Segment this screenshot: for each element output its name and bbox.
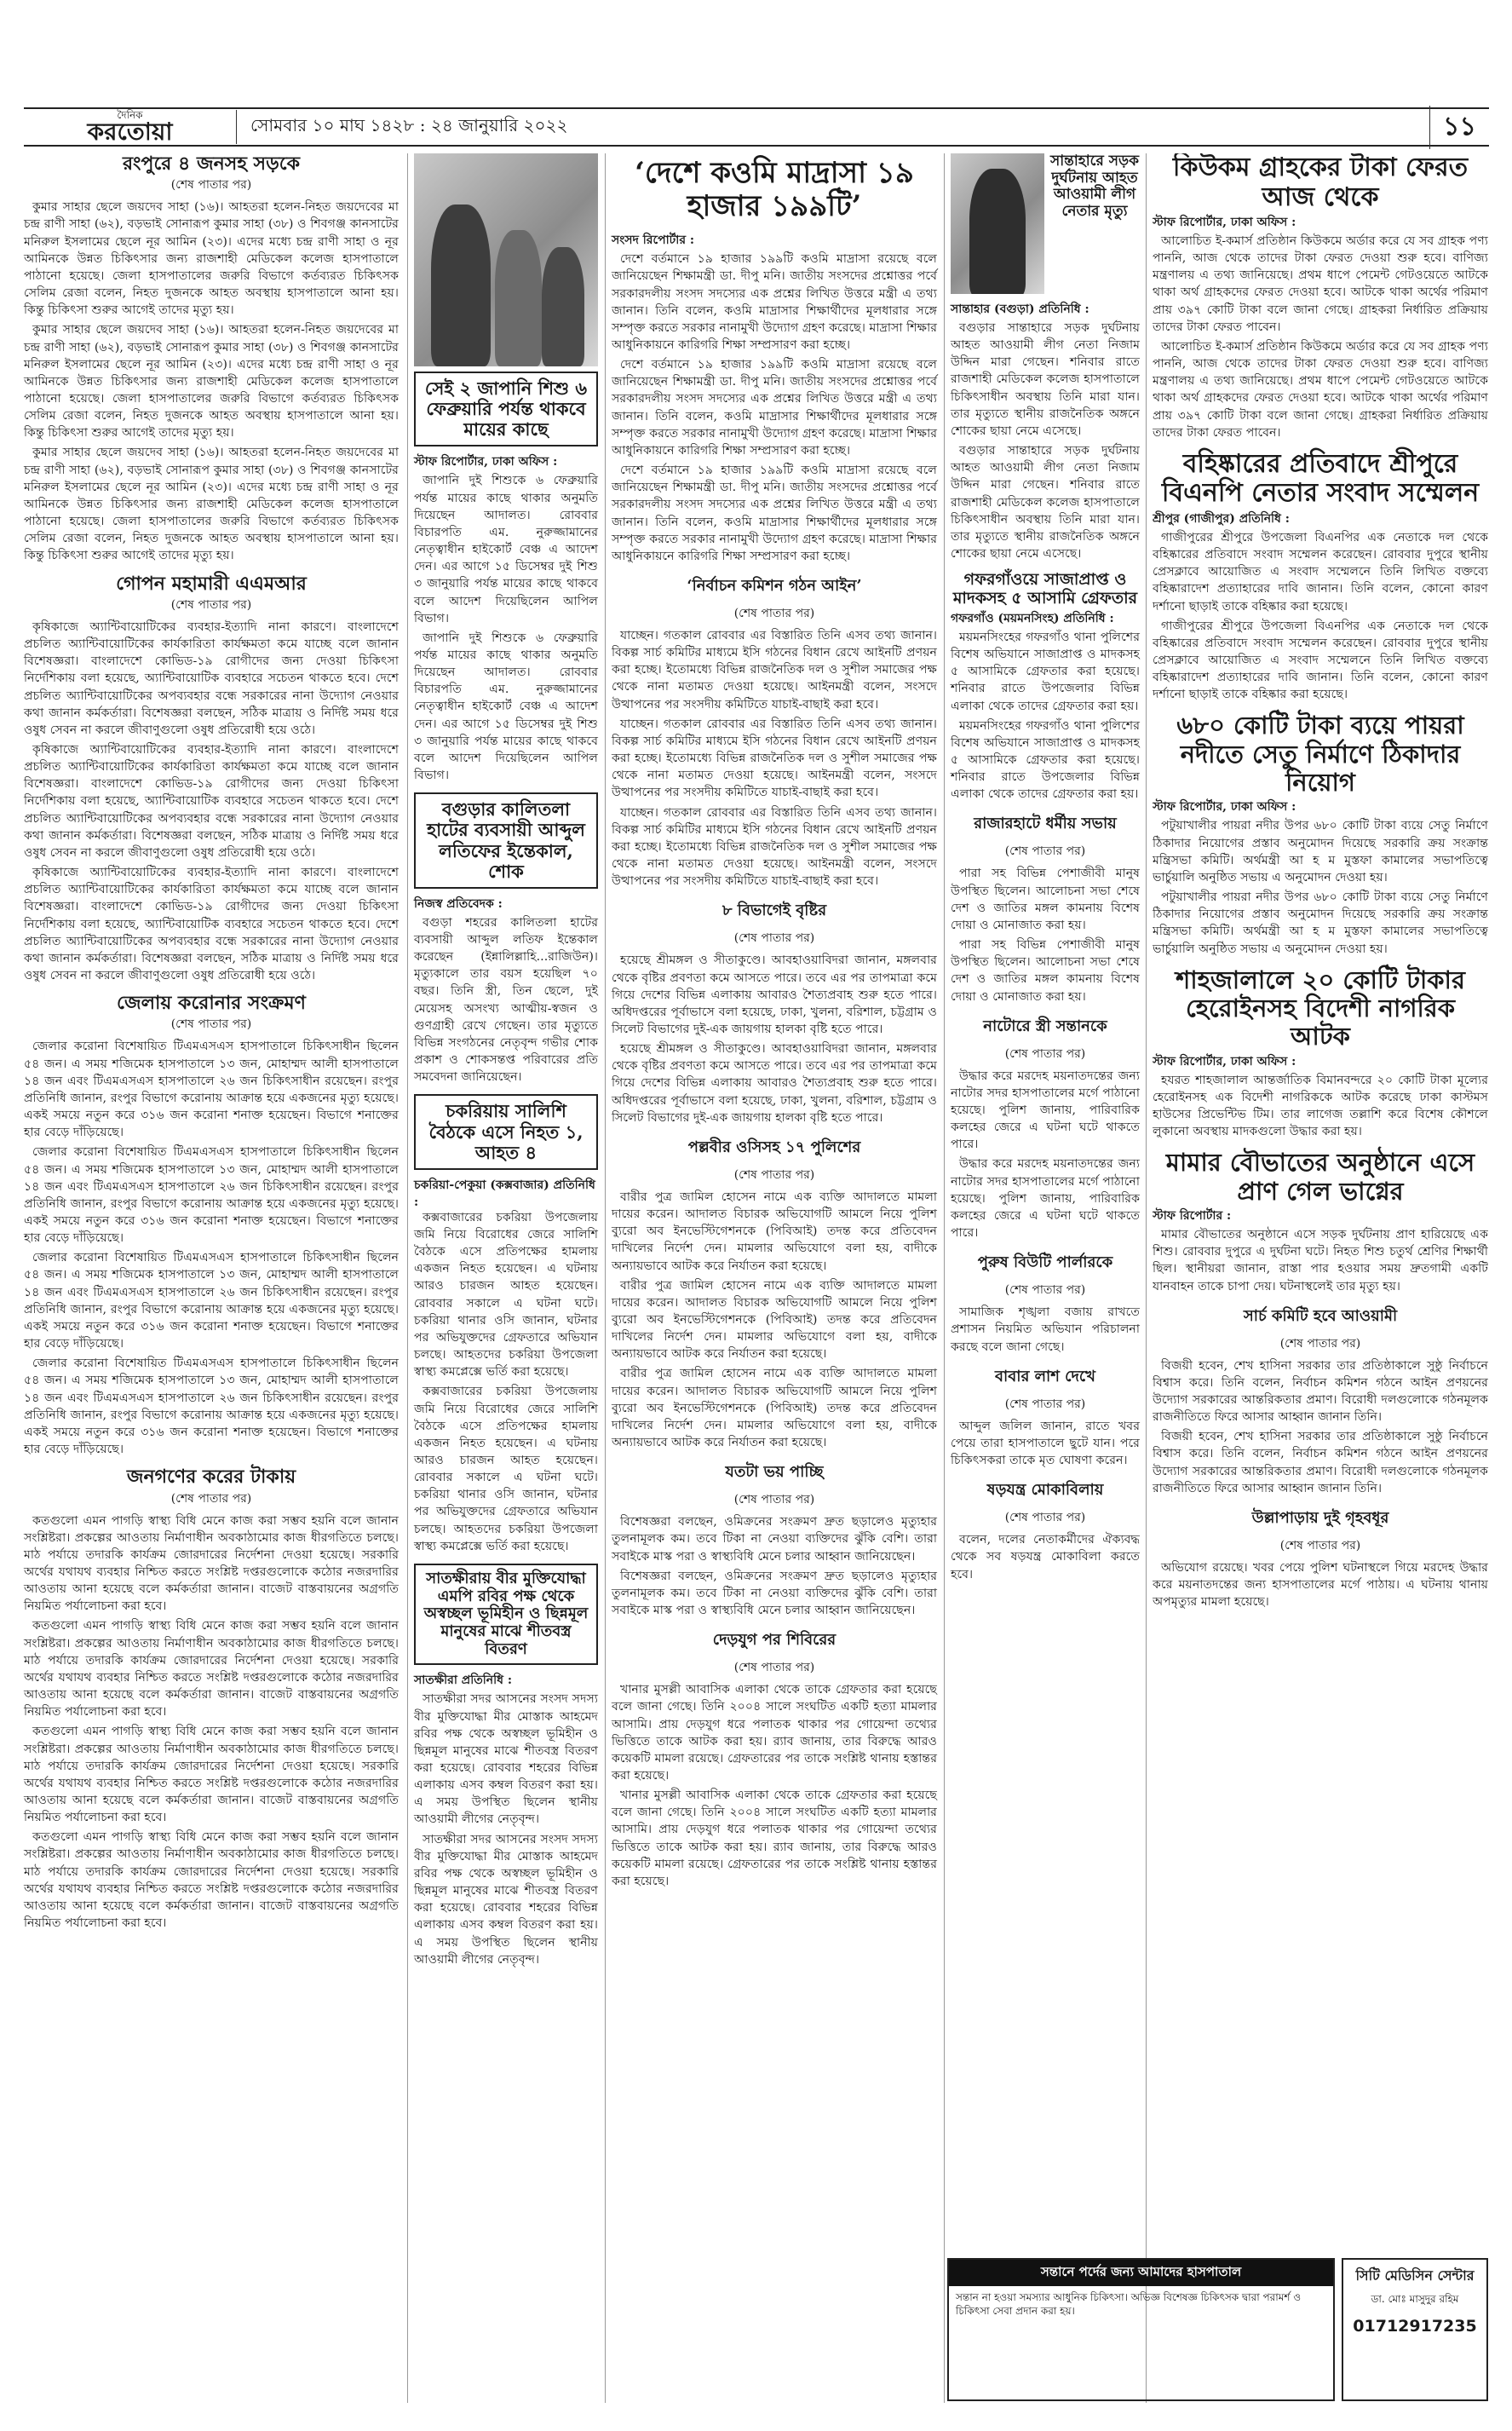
news-story: সাতক্ষীরায় বীর মুক্তিযোদ্ধা এমপি রবির পক্ষ থেকে অস্বচ্ছল ভূমিহীন ও ছিন্নমূল মানুষের মাঝে শীতবস্ত্র বিতরণ সাতক্ষীরা প্রতিনিধি : সাতক্ষীরা সদর আসনের সংসদ সদস্য বীর মুক্তিযোদ্ধা মীর মোস্তাক আহমেদ রবির পক্ষ থেকে অস্বচ্ছল ভূমিহীন ও ছিন্নমূল মানুষের মাঝে শীতবস্ত্র বিতরণ করা হয়েছে। রোববার শহরের বিভিন্ন এলাকায় এসব কম্বল বিতরণ করা হয়। এ সময় উপস্থিত ছিলেন স্থানীয় আওয়ামী লীগের নেতৃবৃন্দ। সাতক্ষীরা সদর আসনের সংসদ সদস্য বীর মুক্তিযোদ্ধা মীর মোস্তাক আহমেদ রবির পক্ষ থেকে অস্বচ্ছল ভূমিহীন ও ছিন্নমূল মানুষের মাঝে শীতবস্ত্র বিতরণ করা হয়েছে। রোববার শহরের বিভিন্ন এলাকায় এসব কম্বল বিতরণ করা হয়। এ সময় উপস্থিত ছিলেন স্থানীয় আওয়ামী লীগের নেতৃবৃন্দ।	[414, 1564, 598, 1968]
story-body: বলেন, দলের নেতাকর্মীদের ঐক্যবদ্ধ থেকে সব ষড়যন্ত্র মোকাবিলা করতে হবে।	[951, 1533, 1140, 1581]
dateline: সোমবার ১০ মাঘ ১৪২৮ : ২৪ জানুয়ারি ২০২২	[250, 114, 568, 135]
column-3	[612, 153, 937, 1898]
story-headline: নাটোরে স্ত্রী সন্তানকে	[983, 1017, 1107, 1035]
story-body: উদ্ধার করে মরদেহ ময়নাতদন্তের জন্য নাটোর সদর হাসপাতালের মর্গে পাঠানো হয়েছে। পুলিশ জানায়, পারিবারিক কলহের জেরে এ ঘটনা ঘটে থাকতে পারে। উদ্ধার করে মরদেহ ময়নাতদন্তের জন্য নাটোর সদর হাসপাতালের মর্গে পাঠানো হয়েছে। পুলিশ জানায়, পারিবারিক কলহের জেরে এ ঘটনা ঘটে থাকতে পারে।	[951, 1069, 1140, 1241]
column-5	[1153, 153, 1488, 2250]
column-divider	[407, 153, 408, 2403]
column-4	[951, 153, 1140, 1592]
story-body: কৃষিকাজে অ্যান্টিবায়োটিকের ব্যবহার-ইত্যাদি নানা কারণে। বাংলাদেশে প্রচলিত অ্যান্টিবায়োটিকের কার্যকারিতা কার্যক্ষমতা কমে যাচ্ছে বলে জানান বিশেষজ্ঞরা। বাংলাদেশে কোভিড-১৯ রোগীদের জন্য দেওয়া চিকিৎসা নির্দেশিকায় বলা হয়েছে, অ্যান্টিবায়োটিক ব্যবহারে সচেতন থাকতে হবে। দেশে প্রচলিত অ্যান্টিবায়োটিকের অপব্যবহার বন্ধে সরকারের নানা উদ্যোগ নেওয়ার কথা জানান কর্মকর্তারা। বিশেষজ্ঞরা বলছেন, সঠিক মাত্রায় ও নির্দিষ্ট সময় ধরে ওষুধ সেবন না করলে জীবাণুগুলো ওষুধ প্রতিরোধী হয়ে ওঠে। কৃষিকাজে অ্যান্টিবায়োটিকের ব্যবহার-ইত্যাদি নানা কারণে। বাংলাদেশে প্রচলিত অ্যান্টিবায়োটিকের কার্যকারিতা কার্যক্ষমতা কমে যাচ্ছে বলে জানান বিশেষজ্ঞরা। বাংলাদেশে কোভিড-১৯ রোগীদের জন্য দেওয়া চিকিৎসা নির্দেশিকায় বলা হয়েছে, অ্যান্টিবায়োটিক ব্যবহারে সচেতন থাকতে হবে। দেশে প্রচলিত অ্যান্টিবায়োটিকের অপব্যবহার বন্ধে সরকারের নানা উদ্যোগ নেওয়ার কথা জানান কর্মকর্তারা। বিশেষজ্ঞরা বলছেন, সঠিক মাত্রায় ও নির্দিষ্ট সময় ধরে ওষুধ সেবন না করলে জীবাণুগুলো ওষুধ প্রতিরোধী হয়ে ওঠে। কৃষিকাজে অ্যান্টিবায়োটিকের ব্যবহার-ইত্যাদি নানা কারণে। বাংলাদেশে প্রচলিত অ্যান্টিবায়োটিকের কার্যকারিতা কার্যক্ষমতা কমে যাচ্ছে বলে জানান বিশেষজ্ঞরা। বাংলাদেশে কোভিড-১৯ রোগীদের জন্য দেওয়া চিকিৎসা নির্দেশিকায় বলা হয়েছে, অ্যান্টিবায়োটিক ব্যবহারে সচেতন থাকতে হবে। দেশে প্রচলিত অ্যান্টিবায়োটিকের অপব্যবহার বন্ধে সরকারের নানা উদ্যোগ নেওয়ার কথা জানান কর্মকর্তারা। বিশেষজ্ঞরা বলছেন, সঠিক মাত্রায় ও নির্দিষ্ট সময় ধরে ওষুধ সেবন না করলে জীবাণুগুলো ওষুধ প্রতিরোধী হয়ে ওঠে।	[24, 619, 399, 982]
story-headline: জনগণের করের টাকায়	[126, 1466, 296, 1489]
news-story: দেড়যুগ পর শিবিরের (শেষ পাতার পর) খানার মুসল্লী আবাসিক এলাকা থেকে তাকে গ্রেফতার করা হয়েছে বলে জানা গেছে। তিনি ২০০৪ সালে সংঘটিত একটি হত্যা মামলার আসামি। প্রায় দেড়যুগ ধরে পলাতক থাকার পর গোয়েন্দা তথ্যের ভিত্তিতে তাকে আটক করা হয়। র‌্যাব জানায়, তার বিরুদ্ধে আরও কয়েকটি মামলা রয়েছে। গ্রেফতারের পর তাকে সংশ্লিষ্ট থানায় হস্তান্তর করা হয়েছে। খানার মুসল্লী আবাসিক এলাকা থেকে তাকে গ্রেফতার করা হয়েছে বলে জানা গেছে। তিনি ২০০৪ সালে সংঘটিত একটি হত্যা মামলার আসামি। প্রায় দেড়যুগ ধরে পলাতক থাকার পর গোয়েন্দা তথ্যের ভিত্তিতে তাকে আটক করা হয়। র‌্যাব জানায়, তার বিরুদ্ধে আরও কয়েকটি মামলা রয়েছে। গ্রেফতারের পর তাকে সংশ্লিষ্ট থানায় হস্তান্তর করা হয়েছে।	[612, 1627, 937, 1890]
story-headline: যতটা ভয় পাচ্ছি	[725, 1463, 824, 1482]
story-headline: পুরুষ বিউটি পার্লারকে	[977, 1253, 1113, 1272]
news-story: সেই ২ জাপানি শিশু ৬ ফেব্রুয়ারি পর্যন্ত থাকবে মায়ের কাছে স্টাফ রিপোর্টার, ঢাকা অফিস : জাপানি দুই শিশুকে ৬ ফেব্রুয়ারি পর্যন্ত মায়ের কাছে থাকার অনুমতি দিয়েছেন আদালত। রোববার বিচারপতি এম. নুরুজ্জামানের নেতৃত্বাধীন হাইকোর্ট বেঞ্চ এ আদেশ দেন। এর আগে ১৫ ডিসেম্বর দুই শিশু ৩ জানুয়ারি পর্যন্ত মায়ের কাছে থাকবে বলে আদেশ দিয়েছিলেন আপিল বিভাগ। জাপানি দুই শিশুকে ৬ ফেব্রুয়ারি পর্যন্ত মায়ের কাছে থাকার অনুমতি দিয়েছেন আদালত। রোববার বিচারপতি এম. নুরুজ্জামানের নেতৃত্বাধীন হাইকোর্ট বেঞ্চ এ আদেশ দেন। এর আগে ১৫ ডিসেম্বর দুই শিশু ৩ জানুয়ারি পর্যন্ত মায়ের কাছে থাকবে বলে আদেশ দিয়েছিলেন আপিল বিভাগ।	[414, 372, 598, 784]
news-story: যতটা ভয় পাচ্ছি (শেষ পাতার পর) বিশেষজ্ঞরা বলছেন, ওমিক্রনের সংক্রমণ দ্রুত ছড়ালেও মৃত্যুহার তুলনামূলক কম। তবে টিকা না নেওয়া ব্যক্তিদের ঝুঁকি বেশি। তারা সবাইকে মাস্ক পরা ও স্বাস্থ্যবিধি মেনে চলার আহ্বান জানিয়েছেন। বিশেষজ্ঞরা বলছেন, ওমিক্রনের সংক্রমণ দ্রুত ছড়ালেও মৃত্যুহার তুলনামূলক কম। তবে টিকা না নেওয়া ব্যক্তিদের ঝুঁকি বেশি। তারা সবাইকে মাস্ক পরা ও স্বাস্থ্যবিধি মেনে চলার আহ্বান জানিয়েছেন।	[612, 1460, 937, 1619]
children-photo	[414, 153, 598, 366]
story-body: গাজীপুরের শ্রীপুরে উপজেলা বিএনপির এক নেতাকে দল থেকে বহিষ্কারের প্রতিবাদে সংবাদ সম্মেলন করেছেন। রোববার দুপুরে স্থানীয় প্রেসক্লাবে আয়োজিত এ সংবাদ সম্মেলনে তিনি লিখিত বক্তব্যে বহিষ্কারাদেশ প্রত্যাহারের দাবি জানান। তিনি বলেন, কোনো কারণ দর্শানো ছাড়াই তাকে বহিষ্কার করা হয়েছে। গাজীপুরের শ্রীপুরে উপজেলা বিএনপির এক নেতাকে দল থেকে বহিষ্কারের প্রতিবাদে সংবাদ সম্মেলন করেছেন। রোববার দুপুরে স্থানীয় প্রেসক্লাবে আয়োজিত এ সংবাদ সম্মেলনে তিনি লিখিত বক্তব্যে বহিষ্কারাদেশ প্রত্যাহারের দাবি জানান। তিনি বলেন, কোনো কারণ দর্শানো ছাড়াই তাকে বহিষ্কার করা হয়েছে।	[1153, 530, 1488, 702]
story-body: অভিযোগ রয়েছে। খবর পেয়ে পুলিশ ঘটনাস্থলে গিয়ে মরদেহ উদ্ধার করে ময়নাতদন্তের জন্য হাসপাতালের মর্গে পাঠায়। এ ঘটনায় থানায় অপমৃত্যুর মামলা হয়েছে।	[1153, 1560, 1488, 1610]
news-story: জেলায় করোনার সংক্রমণ (শেষ পাতার পর) জেলার করোনা বিশেষায়িত টিএমএসএস হাসপাতালে চিকিৎসাধীন ছিলেন ৫৪ জন। এ সময় শজিমেক হাসপাতালে ১৩ জন, মোহাম্মদ আলী হাসপাতালে ১৪ জন এবং টিএমএসএস হাসপাতালে ২৬ জন চিকিৎসাধীন রয়েছেন। রংপুর প্রতিনিধি জানান, রংপুর বিভাগে করোনায় আক্রান্ত হয়ে একজনের মৃত্যু হয়েছে। একই সময়ে নতুন করে ৩১৬ জন করোনা শনাক্ত হয়েছেন। বিভাগে শনাক্তের হার বেড়ে দাঁড়িয়েছে। জেলার করোনা বিশেষায়িত টিএমএসএস হাসপাতালে চিকিৎসাধীন ছিলেন ৫৪ জন। এ সময় শজিমেক হাসপাতালে ১৩ জন, মোহাম্মদ আলী হাসপাতালে ১৪ জন এবং টিএমএসএস হাসপাতালে ২৬ জন চিকিৎসাধীন রয়েছেন। রংপুর প্রতিনিধি জানান, রংপুর বিভাগে করোনায় আক্রান্ত হয়ে একজনের মৃত্যু হয়েছে। একই সময়ে নতুন করে ৩১৬ জন করোনা শনাক্ত হয়েছেন। বিভাগে শনাক্তের হার বেড়ে দাঁড়িয়েছে। জেলার করোনা বিশেষায়িত টিএমএসএস হাসপাতালে চিকিৎসাধীন ছিলেন ৫৪ জন। এ সময় শজিমেক হাসপাতালে ১৩ জন, মোহাম্মদ আলী হাসপাতালে ১৪ জন এবং টিএমএসএস হাসপাতালে ২৬ জন চিকিৎসাধীন রয়েছেন। রংপুর প্রতিনিধি জানান, রংপুর বিভাগে করোনায় আক্রান্ত হয়ে একজনের মৃত্যু হয়েছে। একই সময়ে নতুন করে ৩১৬ জন করোনা শনাক্ত হয়েছেন। বিভাগে শনাক্তের হার বেড়ে দাঁড়িয়েছে। জেলার করোনা বিশেষায়িত টিএমএসএস হাসপাতালে চিকিৎসাধীন ছিলেন ৫৪ জন। এ সময় শজিমেক হাসপাতালে ১৩ জন, মোহাম্মদ আলী হাসপাতালে ১৪ জন এবং টিএমএসএস হাসপাতালে ২৬ জন চিকিৎসাধীন রয়েছেন। রংপুর প্রতিনিধি জানান, রংপুর বিভাগে করোনায় আক্রান্ত হয়ে একজনের মৃত্যু হয়েছে। একই সময়ে নতুন করে ৩১৬ জন করোনা শনাক্ত হয়েছেন। বিভাগে শনাক্তের হার বেড়ে দাঁড়িয়েছে।	[24, 993, 399, 1458]
story-body: কতগুলো এমন পাগড়ি স্বাস্থ্য বিধি মেনে কাজ করা সম্ভব হয়নি বলে জানান সংশ্লিষ্টরা। প্রকল্পের আওতায় নির্মাণাধীন অবকাঠামোর কাজ ধীরগতিতে চলছে। মাঠ পর্যায়ে তদারকি কার্যক্রম জোরদারের নির্দেশনা দেওয়া হয়েছে। সরকারি অর্থের যথাযথ ব্যবহার নিশ্চিত করতে সংশ্লিষ্ট দপ্তরগুলোকে কঠোর নজরদারির আওতায় আনা হয়েছে বলে কর্মকর্তারা জানান। বাজেট বাস্তবায়নের অগ্রগতি নিয়মিত পর্যালোচনা করা হবে। কতগুলো এমন পাগড়ি স্বাস্থ্য বিধি মেনে কাজ করা সম্ভব হয়নি বলে জানান সংশ্লিষ্টরা। প্রকল্পের আওতায় নির্মাণাধীন অবকাঠামোর কাজ ধীরগতিতে চলছে। মাঠ পর্যায়ে তদারকি কার্যক্রম জোরদারের নির্দেশনা দেওয়া হয়েছে। সরকারি অর্থের যথাযথ ব্যবহার নিশ্চিত করতে সংশ্লিষ্ট দপ্তরগুলোকে কঠোর নজরদারির আওতায় আনা হয়েছে বলে কর্মকর্তারা জানান। বাজেট বাস্তবায়নের অগ্রগতি নিয়মিত পর্যালোচনা করা হবে। কতগুলো এমন পাগড়ি স্বাস্থ্য বিধি মেনে কাজ করা সম্ভব হয়নি বলে জানান সংশ্লিষ্টরা। প্রকল্পের আওতায় নির্মাণাধীন অবকাঠামোর কাজ ধীরগতিতে চলছে। মাঠ পর্যায়ে তদারকি কার্যক্রম জোরদারের নির্দেশনা দেওয়া হয়েছে। সরকারি অর্থের যথাযথ ব্যবহার নিশ্চিত করতে সংশ্লিষ্ট দপ্তরগুলোকে কঠোর নজরদারির আওতায় আনা হয়েছে বলে কর্মকর্তারা জানান। বাজেট বাস্তবায়নের অগ্রগতি নিয়মিত পর্যালোচনা করা হবে। কতগুলো এমন পাগড়ি স্বাস্থ্য বিধি মেনে কাজ করা সম্ভব হয়নি বলে জানান সংশ্লিষ্টরা। প্রকল্পের আওতায় নির্মাণাধীন অবকাঠামোর কাজ ধীরগতিতে চলছে। মাঠ পর্যায়ে তদারকি কার্যক্রম জোরদারের নির্দেশনা দেওয়া হয়েছে। সরকারি অর্থের যথাযথ ব্যবহার নিশ্চিত করতে সংশ্লিষ্ট দপ্তরগুলোকে কঠোর নজরদারির আওতায় আনা হয়েছে বলে কর্মকর্তারা জানান। বাজেট বাস্তবায়নের অগ্রগতি নিয়মিত পর্যালোচনা করা হবে।	[24, 1513, 399, 1931]
story-body: জাপানি দুই শিশুকে ৬ ফেব্রুয়ারি পর্যন্ত মায়ের কাছে থাকার অনুমতি দিয়েছেন আদালত। রোববার বিচারপতি এম. নুরুজ্জামানের নেতৃত্বাধীন হাইকোর্ট বেঞ্চ এ আদেশ দেন। এর আগে ১৫ ডিসেম্বর দুই শিশু ৩ জানুয়ারি পর্যন্ত মায়ের কাছে থাকবে বলে আদেশ দিয়েছিলেন আপিল বিভাগ। জাপানি দুই শিশুকে ৬ ফেব্রুয়ারি পর্যন্ত মায়ের কাছে থাকার অনুমতি দিয়েছেন আদালত। রোববার বিচারপতি এম. নুরুজ্জামানের নেতৃত্বাধীন হাইকোর্ট বেঞ্চ এ আদেশ দেন। এর আগে ১৫ ডিসেম্বর দুই শিশু ৩ জানুয়ারি পর্যন্ত মায়ের কাছে থাকবে বলে আদেশ দিয়েছিলেন আপিল বিভাগ।	[414, 474, 598, 783]
newspaper-logo: দৈনিক করতোয়া	[24, 110, 237, 144]
story-headline: মামার বৌভাতের অনুষ্ঠানে এসে প্রাণ গেল ভাগ্নের	[1165, 1148, 1475, 1206]
story-headline: ৮ বিভাগেই বৃষ্টির	[722, 902, 827, 920]
story-body: সামাজিক শৃঙ্খলা বজায় রাখতে প্রশাসন নিয়মিত অভিযান পরিচালনা করছে বলে জানা গেছে।	[951, 1305, 1140, 1354]
news-story: নাটোরে স্ত্রী সন্তানকে (শেষ পাতার পর) উদ্ধার করে মরদেহ ময়নাতদন্তের জন্য নাটোর সদর হাসপাতালের মর্গে পাঠানো হয়েছে। পুলিশ জানায়, পারিবারিক কলহের জেরে এ ঘটনা ঘটে থাকতে পারে। উদ্ধার করে মরদেহ ময়নাতদন্তের জন্য নাটোর সদর হাসপাতালের মর্গে পাঠানো হয়েছে। পুলিশ জানায়, পারিবারিক কলহের জেরে এ ঘটনা ঘটে থাকতে পারে।	[951, 1014, 1140, 1242]
advertisement-clinic: সিটি মেডিসিন সেন্টার ডা. মোঃ মাসুদুর রহিম 01712917235	[1342, 2258, 1488, 2401]
news-story: শাহজালালে ২০ কোটি টাকার হেরোইনসহ বিদেশী নাগরিক আটক স্টাফ রিপোর্টার, ঢাকা অফিস : হযরত শাহজালাল আন্তর্জাতিক বিমানবন্দরে ২০ কোটি টাকা মূল্যের হেরোইনসহ এক বিদেশী নাগরিককে আটক করেছে ঢাকা কাস্টমস হাউসের প্রিভেন্টিভ টিম। তার লাগেজ তল্লাশি করে বিশেষ কৌশলে লুকানো অবস্থায় মাদকগুলো উদ্ধার করা হয়।	[1153, 966, 1488, 1141]
story-body: হযরত শাহজালাল আন্তর্জাতিক বিমানবন্দরে ২০ কোটি টাকা মূল্যের হেরোইনসহ এক বিদেশী নাগরিককে আটক করেছে ঢাকা কাস্টমস হাউসের প্রিভেন্টিভ টিম। তার লাগেজ তল্লাশি করে বিশেষ কৌশলে লুকানো অবস্থায় মাদকগুলো উদ্ধার করা হয়।	[1153, 1073, 1488, 1139]
news-story: ‘দেশে কওমি মাদ্রাসা ১৯ হাজার ১৯৯টি’ সংসদ রিপোর্টার : দেশে বর্তমানে ১৯ হাজার ১৯৯টি কওমি মাদ্রাসা রয়েছে বলে জানিয়েছেন শিক্ষামন্ত্রী ডা. দীপু মনি। জাতীয় সংসদের প্রশ্নোত্তর পর্বে সরকারদলীয় সংসদ সদস্যের এক প্রশ্নের লিখিত উত্তরে মন্ত্রী এ তথ্য জানান। তিনি বলেন, কওমি মাদ্রাসার শিক্ষার্থীদের মূলধারার সঙ্গে সম্পৃক্ত করতে সরকার নানামুখী উদ্যোগ গ্রহণ করেছে। মাদ্রাসা শিক্ষার আধুনিকায়নে কারিগরি শিক্ষা সম্প্রসারণ করা হচ্ছে। দেশে বর্তমানে ১৯ হাজার ১৯৯টি কওমি মাদ্রাসা রয়েছে বলে জানিয়েছেন শিক্ষামন্ত্রী ডা. দীপু মনি। জাতীয় সংসদের প্রশ্নোত্তর পর্বে সরকারদলীয় সংসদ সদস্যের এক প্রশ্নের লিখিত উত্তরে মন্ত্রী এ তথ্য জানান। তিনি বলেন, কওমি মাদ্রাসার শিক্ষার্থীদের মূলধারার সঙ্গে সম্পৃক্ত করতে সরকার নানামুখী উদ্যোগ গ্রহণ করেছে। মাদ্রাসা শিক্ষার আধুনিকায়নে কারিগরি শিক্ষা সম্প্রসারণ করা হচ্ছে। দেশে বর্তমানে ১৯ হাজার ১৯৯টি কওমি মাদ্রাসা রয়েছে বলে জানিয়েছেন শিক্ষামন্ত্রী ডা. দীপু মনি। জাতীয় সংসদের প্রশ্নোত্তর পর্বে সরকারদলীয় সংসদ সদস্যের এক প্রশ্নের লিখিত উত্তরে মন্ত্রী এ তথ্য জানান। তিনি বলেন, কওমি মাদ্রাসার শিক্ষার্থীদের মূলধারার সঙ্গে সম্পৃক্ত করতে সরকার নানামুখী উদ্যোগ গ্রহণ করেছে। মাদ্রাসা শিক্ষার আধুনিকায়নে কারিগরি শিক্ষা সম্প্রসারণ করা হচ্ছে।	[612, 157, 937, 565]
phone-number: 01712917235	[1353, 2317, 1477, 2336]
news-story: চকরিয়ায় সালিশি বৈঠকে এসে নিহত ১, আহত ৪ চকরিয়া-পেকুয়া (কক্সবাজার) প্রতিনিধি : কক্সবাজারের চকরিয়া উপজেলায় জমি নিয়ে বিরোধের জেরে সালিশি বৈঠকে এসে প্রতিপক্ষের হামলায় একজন নিহত হয়েছেন। এ ঘটনায় আরও চারজন আহত হয়েছেন। রোববার সকালে এ ঘটনা ঘটে। চকরিয়া থানার ওসি জানান, ঘটনার পর অভিযুক্তদের গ্রেফতারে অভিযান চলছে। আহতদের চকরিয়া উপজেলা স্বাস্থ্য কমপ্লেক্সে ভর্তি করা হয়েছে। কক্সবাজারের চকরিয়া উপজেলায় জমি নিয়ে বিরোধের জেরে সালিশি বৈঠকে এসে প্রতিপক্ষের হামলায় একজন নিহত হয়েছেন। এ ঘটনায় আরও চারজন আহত হয়েছেন। রোববার সকালে এ ঘটনা ঘটে। চকরিয়া থানার ওসি জানান, ঘটনার পর অভিযুক্তদের গ্রেফতারে অভিযান চলছে। আহতদের চকরিয়া উপজেলা স্বাস্থ্য কমপ্লেক্সে ভর্তি করা হয়েছে।	[414, 1094, 598, 1555]
lead-headline: ‘দেশে কওমি মাদ্রাসা ১৯ হাজার ১৯৯টি’	[635, 156, 914, 224]
story-headline: গোপন মহামারী এএমআর	[116, 572, 307, 595]
story-body: বগুড়া শহরের কালিতলা হাটের ব্যবসায়ী আব্দুল লতিফ ইন্তেকাল করেছেন (ইন্নালিল্লাহি...রাজিউন)। মৃত্যুকালে তার বয়স হয়েছিল ৭০ বছর। তিনি স্ত্রী, তিন ছেলে, দুই মেয়েসহ অসংখ্য আত্মীয়-স্বজন ও গুণগ্রাহী রেখে গেছেন। তার মৃত্যুতে বিভিন্ন সংগঠনের নেতৃবৃন্দ গভীর শোক প্রকাশ ও শোকসন্তপ্ত পরিবারের প্রতি সমবেদনা জানিয়েছেন।	[414, 915, 598, 1085]
news-story: গফরগাঁওয়ে সাজাপ্রাপ্ত ও মাদকসহ ৫ আসামি গ্রেফতার গফরগাঁও (ময়মনসিংহ) প্রতিনিধি : ময়মনসিংহের গফরগাঁও থানা পুলিশের বিশেষ অভিযানে সাজাপ্রাপ্ত ও মাদকসহ ৫ আসামিকে গ্রেফতার করা হয়েছে। শনিবার রাতে উপজেলার বিভিন্ন এলাকা থেকে তাদের গ্রেফতার করা হয়। ময়মনসিংহের গফরগাঁও থানা পুলিশের বিশেষ অভিযানে সাজাপ্রাপ্ত ও মাদকসহ ৫ আসামিকে গ্রেফতার করা হয়েছে। শনিবার রাতে উপজেলার বিভিন্ন এলাকা থেকে তাদের গ্রেফতার করা হয়।	[951, 571, 1140, 803]
story-headline: ৬৮০ কোটি টাকা ব্যয়ে পায়রা নদীতে সেতু নির্মাণে ঠিকাদার নিয়োগ	[1176, 711, 1464, 798]
story-headline: সাতক্ষীরায় বীর মুক্তিযোদ্ধা এমপি রবির পক্ষ থেকে অস্বচ্ছল ভূমিহীন ও ছিন্নমূল মানুষের মাঝে শীতবস্ত্র বিতরণ	[414, 1564, 598, 1665]
story-body: বারীর পুত্র জামিল হোসেন নামে এক ব্যক্তি আদালতে মামলা দায়ের করেন। আদালত বিচারক অভিযোগটি আমলে নিয়ে পুলিশ ব্যুরো অব ইনভেস্টিগেশনকে (পিবিআই) তদন্ত করে প্রতিবেদন দাখিলের নির্দেশ দেন। মামলার অভিযোগে বলা হয়, বাদীকে অন্যায়ভাবে আটক করে নির্যাতন করা হয়েছে। বারীর পুত্র জামিল হোসেন নামে এক ব্যক্তি আদালতে মামলা দায়ের করেন। আদালত বিচারক অভিযোগটি আমলে নিয়ে পুলিশ ব্যুরো অব ইনভেস্টিগেশনকে (পিবিআই) তদন্ত করে প্রতিবেদন দাখিলের নির্দেশ দেন। মামলার অভিযোগে বলা হয়, বাদীকে অন্যায়ভাবে আটক করে নির্যাতন করা হয়েছে। বারীর পুত্র জামিল হোসেন নামে এক ব্যক্তি আদালতে মামলা দায়ের করেন। আদালত বিচারক অভিযোগটি আমলে নিয়ে পুলিশ ব্যুরো অব ইনভেস্টিগেশনকে (পিবিআই) তদন্ত করে প্রতিবেদন দাখিলের নির্দেশ দেন। মামলার অভিযোগে বলা হয়, বাদীকে অন্যায়ভাবে আটক করে নির্যাতন করা হয়েছে।	[612, 1190, 937, 1450]
story-headline: রংপুরে ৪ জনসহ সড়কে	[122, 153, 301, 175]
page-number: ১১	[1429, 106, 1489, 149]
story-body: পারা সহ বিভিন্ন পেশাজীবী মানুষ উপস্থিত ছিলেন। আলোচনা সভা শেষে দেশ ও জাতির মঙ্গল কামনায় বিশেষ দোয়া ও মোনাজাত করা হয়। পারা সহ বিভিন্ন পেশাজীবী মানুষ উপস্থিত ছিলেন। আলোচনা সভা শেষে দেশ ও জাতির মঙ্গল কামনায় বিশেষ দোয়া ও মোনাজাত করা হয়।	[951, 867, 1140, 1004]
advertisement-hospital: সন্তানে পর্দের জন্য আমাদের হাসপাতাল সন্তান না হওয়া সমস্যার আধুনিক চিকিৎসা। অভিজ্ঞ বিশেষজ্ঞ চিকিৎসক দ্বারা পরামর্শ ও চিকিৎসা সেবা প্রদান করা হয়।	[947, 2258, 1335, 2401]
news-story: বহিষ্কারের প্রতিবাদে শ্রীপুরে বিএনপি নেতার সংবাদ সম্মেলন শ্রীপুর (গাজীপুর) প্রতিনিধি : গাজীপুরের শ্রীপুরে উপজেলা বিএনপির এক নেতাকে দল থেকে বহিষ্কারের প্রতিবাদে সংবাদ সম্মেলন করেছেন। রোববার দুপুরে স্থানীয় প্রেসক্লাবে আয়োজিত এ সংবাদ সম্মেলনে তিনি লিখিত বক্তব্যে বহিষ্কারাদেশ প্রত্যাহারের দাবি জানান। তিনি বলেন, কোনো কারণ দর্শানো ছাড়াই তাকে বহিষ্কার করা হয়েছে। গাজীপুরের শ্রীপুরে উপজেলা বিএনপির এক নেতাকে দল থেকে বহিষ্কারের প্রতিবাদে সংবাদ সম্মেলন করেছেন। রোববার দুপুরে স্থানীয় প্রেসক্লাবে আয়োজিত এ সংবাদ সম্মেলনে তিনি লিখিত বক্তব্যে বহিষ্কারাদেশ প্রত্যাহারের দাবি জানান। তিনি বলেন, কোনো কারণ দর্শানো ছাড়াই তাকে বহিষ্কার করা হয়েছে।	[1153, 450, 1488, 704]
news-story: বাবার লাশ দেখে (শেষ পাতার পর) আব্দুল জলিল জানান, রাতে খবর পেয়ে তারা হাসপাতালে ছুটে যান। পরে চিকিৎসকরা তাকে মৃত ঘোষণা করেন।	[951, 1364, 1140, 1469]
story-body: কক্সবাজারের চকরিয়া উপজেলায় জমি নিয়ে বিরোধের জেরে সালিশি বৈঠকে এসে প্রতিপক্ষের হামলায় একজন নিহত হয়েছেন। এ ঘটনায় আরও চারজন আহত হয়েছেন। রোববার সকালে এ ঘটনা ঘটে। চকরিয়া থানার ওসি জানান, ঘটনার পর অভিযুক্তদের গ্রেফতারে অভিযান চলছে। আহতদের চকরিয়া উপজেলা স্বাস্থ্য কমপ্লেক্সে ভর্তি করা হয়েছে। কক্সবাজারের চকরিয়া উপজেলায় জমি নিয়ে বিরোধের জেরে সালিশি বৈঠকে এসে প্রতিপক্ষের হামলায় একজন নিহত হয়েছেন। এ ঘটনায় আরও চারজন আহত হয়েছেন। রোববার সকালে এ ঘটনা ঘটে। চকরিয়া থানার ওসি জানান, ঘটনার পর অভিযুক্তদের গ্রেফতারে অভিযান চলছে। আহতদের চকরিয়া উপজেলা স্বাস্থ্য কমপ্লেক্সে ভর্তি করা হয়েছে।	[414, 1210, 598, 1553]
story-body: বগুড়ার সান্তাহারে সড়ক দুর্ঘটনায় আহত আওয়ামী লীগ নেতা নিজাম উদ্দিন মারা গেছেন। শনিবার রাতে রাজশাহী মেডিকেল কলেজ হাসপাতালে চিকিৎসাধীন অবস্থায় তিনি মারা যান। তার মৃত্যুতে স্থানীয় রাজনৈতিক অঙ্গনে শোকের ছায়া নেমে এসেছে। বগুড়ার সান্তাহারে সড়ক দুর্ঘটনায় আহত আওয়ামী লীগ নেতা নিজাম উদ্দিন মারা গেছেন। শনিবার রাতে রাজশাহী মেডিকেল কলেজ হাসপাতালে চিকিৎসাধীন অবস্থায় তিনি মারা যান। তার মৃত্যুতে স্থানীয় রাজনৈতিক অঙ্গনে শোকের ছায়া নেমে এসেছে।	[951, 321, 1140, 562]
story-headline: জেলায় করোনার সংক্রমণ	[117, 992, 306, 1015]
news-story: সান্তাহার (বগুড়া) প্রতিনিধি : বগুড়ার সান্তাহারে সড়ক দুর্ঘটনায় আহত আওয়ামী লীগ নেতা নিজাম উদ্দিন মারা গেছেন। শনিবার রাতে রাজশাহী মেডিকেল কলেজ হাসপাতালে চিকিৎসাধীন অবস্থায় তিনি মারা যান। তার মৃত্যুতে স্থানীয় রাজনৈতিক অঙ্গনে শোকের ছায়া নেমে এসেছে। বগুড়ার সান্তাহারে সড়ক দুর্ঘটনায় আহত আওয়ামী লীগ নেতা নিজাম উদ্দিন মারা গেছেন। শনিবার রাতে রাজশাহী মেডিকেল কলেজ হাসপাতালে চিকিৎসাধীন অবস্থায় তিনি মারা যান। তার মৃত্যুতে স্থানীয় রাজনৈতিক অঙ্গনে শোকের ছায়া নেমে এসেছে।	[951, 299, 1140, 562]
news-story: কিউকম গ্রাহকের টাকা ফেরত আজ থেকে স্টাফ রিপোর্টার, ঢাকা অফিস : আলোচিত ই-কমার্স প্রতিষ্ঠান কিউকমে অর্ডার করে যে সব গ্রাহক পণ্য পাননি, আজ থেকে তাদের টাকা ফেরত দেওয়া শুরু হবে। বাণিজ্য মন্ত্রণালয় এ তথ্য জানিয়েছে। প্রথম ধাপে পেমেন্ট গেটওয়েতে আটকে থাকা অর্থ গ্রাহকদের ফেরত দেওয়া হবে। আটকে থাকা অর্থের পরিমাণ প্রায় ৩৯৭ কোটি টাকা বলে জানা গেছে। গ্রাহকরা নির্ধারিত প্রক্রিয়ায় তাদের টাকা ফেরত পাবেন। আলোচিত ই-কমার্স প্রতিষ্ঠান কিউকমে অর্ডার করে যে সব গ্রাহক পণ্য পাননি, আজ থেকে তাদের টাকা ফেরত দেওয়া শুরু হবে। বাণিজ্য মন্ত্রণালয় এ তথ্য জানিয়েছে। প্রথম ধাপে পেমেন্ট গেটওয়েতে আটকে থাকা অর্থ গ্রাহকদের ফেরত দেওয়া হবে। আটকে থাকা অর্থের পরিমাণ প্রায় ৩৯৭ কোটি টাকা বলে জানা গেছে। গ্রাহকরা নির্ধারিত প্রক্রিয়ায় তাদের টাকা ফেরত পাবেন।	[1153, 153, 1488, 441]
news-story: ৬৮০ কোটি টাকা ব্যয়ে পায়রা নদীতে সেতু নির্মাণে ঠিকাদার নিয়োগ স্টাফ রিপোর্টার, ঢাকা অফিস : পটুয়াখালীর পায়রা নদীর উপর ৬৮০ কোটি টাকা ব্যয়ে সেতু নির্মাণে ঠিকাদার নিয়োগের প্রস্তাব অনুমোদন দিয়েছে সরকারি ক্রয় সংক্রান্ত মন্ত্রিসভা কমিটি। অর্থমন্ত্রী আ হ ম মুস্তফা কামালের সভাপতিত্বে ভার্চুয়ালি অনুষ্ঠিত সভায় এ অনুমোদন দেওয়া হয়। পটুয়াখালীর পায়রা নদীর উপর ৬৮০ কোটি টাকা ব্যয়ে সেতু নির্মাণে ঠিকাদার নিয়োগের প্রস্তাব অনুমোদন দিয়েছে সরকারি ক্রয় সংক্রান্ত মন্ত্রিসভা কমিটি। অর্থমন্ত্রী আ হ ম মুস্তফা কামালের সভাপতিত্বে ভার্চুয়ালি অনুষ্ঠিত সভায় এ অনুমোদন দেওয়া হয়।	[1153, 711, 1488, 957]
news-story: মামার বৌভাতের অনুষ্ঠানে এসে প্রাণ গেল ভাগ্নের স্টাফ রিপোর্টার : মামার বৌভাতের অনুষ্ঠানে এসে সড়ক দুর্ঘটনায় প্রাণ হারিয়েছে এক শিশু। রোববার দুপুরে এ দুর্ঘটনা ঘটে। নিহত শিশু চতুর্থ শ্রেণির শিক্ষার্থী ছিল। স্থানীয়রা জানান, রাস্তা পার হওয়ার সময় দ্রুতগামী একটি যানবাহন তাকে চাপা দেয়। ঘটনাস্থলেই তার মৃত্যু হয়।	[1153, 1149, 1488, 1294]
story-body: হয়েছে শ্রীমঙ্গল ও সীতাকুণ্ডে। আবহাওয়াবিদরা জানান, মঙ্গলবার থেকে বৃষ্টির প্রবণতা কমে আসতে পারে। তবে এর পর তাপমাত্রা কমে গিয়ে দেশের বিভিন্ন এলাকায় আবারও শৈত্যপ্রবাহ শুরু হতে পারে। অধিদপ্তরের পূর্বাভাসে বলা হয়েছে, ঢাকা, খুলনা, বরিশাল, চট্টগ্রাম ও সিলেট বিভাগের দুই-এক জায়গায় হালকা বৃষ্টি হতে পারে। হয়েছে শ্রীমঙ্গল ও সীতাকুণ্ডে। আবহাওয়াবিদরা জানান, মঙ্গলবার থেকে বৃষ্টির প্রবণতা কমে আসতে পারে। তবে এর পর তাপমাত্রা কমে গিয়ে দেশের বিভিন্ন এলাকায় আবারও শৈত্যপ্রবাহ শুরু হতে পারে। অধিদপ্তরের পূর্বাভাসে বলা হয়েছে, ঢাকা, খুলনা, বরিশাল, চট্টগ্রাম ও সিলেট বিভাগের দুই-এক জায়গায় হালকা বৃষ্টি হতে পারে।	[612, 953, 937, 1125]
news-story: ‘নির্বাচন কমিশন গঠন আইন’ (শেষ পাতার পর) যাচ্ছেন। গতকাল রোববার এর বিস্তারিত তিনি এসব তথ্য জানান। বিকল্প সার্চ কমিটির মাধ্যমে ইসি গঠনের বিধান রেখে আইনটি প্রণয়ন করা হচ্ছে। ইতোমধ্যে বিভিন্ন রাজনৈতিক দল ও সুশীল সমাজের পক্ষ থেকে নানা মতামত দেওয়া হয়েছে। আইনমন্ত্রী বলেন, সংসদে উত্থাপনের পর সংসদীয় কমিটিতে যাচাই-বাছাই করা হবে। যাচ্ছেন। গতকাল রোববার এর বিস্তারিত তিনি এসব তথ্য জানান। বিকল্প সার্চ কমিটির মাধ্যমে ইসি গঠনের বিধান রেখে আইনটি প্রণয়ন করা হচ্ছে। ইতোমধ্যে বিভিন্ন রাজনৈতিক দল ও সুশীল সমাজের পক্ষ থেকে নানা মতামত দেওয়া হয়েছে। আইনমন্ত্রী বলেন, সংসদে উত্থাপনের পর সংসদীয় কমিটিতে যাচাই-বাছাই করা হবে। যাচ্ছেন। গতকাল রোববার এর বিস্তারিত তিনি এসব তথ্য জানান। বিকল্প সার্চ কমিটির মাধ্যমে ইসি গঠনের বিধান রেখে আইনটি প্রণয়ন করা হচ্ছে। ইতোমধ্যে বিভিন্ন রাজনৈতিক দল ও সুশীল সমাজের পক্ষ থেকে নানা মতামত দেওয়া হয়েছে। আইনমন্ত্রী বলেন, সংসদে উত্থাপনের পর সংসদীয় কমিটিতে যাচাই-বাছাই করা হবে।	[612, 573, 937, 890]
column-divider	[1146, 153, 1147, 2403]
news-story: জনগণের করের টাকায় (শেষ পাতার পর) কতগুলো এমন পাগড়ি স্বাস্থ্য বিধি মেনে কাজ করা সম্ভব হয়নি বলে জানান সংশ্লিষ্টরা। প্রকল্পের আওতায় নির্মাণাধীন অবকাঠামোর কাজ ধীরগতিতে চলছে। মাঠ পর্যায়ে তদারকি কার্যক্রম জোরদারের নির্দেশনা দেওয়া হয়েছে। সরকারি অর্থের যথাযথ ব্যবহার নিশ্চিত করতে সংশ্লিষ্ট দপ্তরগুলোকে কঠোর নজরদারির আওতায় আনা হয়েছে বলে কর্মকর্তারা জানান। বাজেট বাস্তবায়নের অগ্রগতি নিয়মিত পর্যালোচনা করা হবে। কতগুলো এমন পাগড়ি স্বাস্থ্য বিধি মেনে কাজ করা সম্ভব হয়নি বলে জানান সংশ্লিষ্টরা। প্রকল্পের আওতায় নির্মাণাধীন অবকাঠামোর কাজ ধীরগতিতে চলছে। মাঠ পর্যায়ে তদারকি কার্যক্রম জোরদারের নির্দেশনা দেওয়া হয়েছে। সরকারি অর্থের যথাযথ ব্যবহার নিশ্চিত করতে সংশ্লিষ্ট দপ্তরগুলোকে কঠোর নজরদারির আওতায় আনা হয়েছে বলে কর্মকর্তারা জানান। বাজেট বাস্তবায়নের অগ্রগতি নিয়মিত পর্যালোচনা করা হবে। কতগুলো এমন পাগড়ি স্বাস্থ্য বিধি মেনে কাজ করা সম্ভব হয়নি বলে জানান সংশ্লিষ্টরা। প্রকল্পের আওতায় নির্মাণাধীন অবকাঠামোর কাজ ধীরগতিতে চলছে। মাঠ পর্যায়ে তদারকি কার্যক্রম জোরদারের নির্দেশনা দেওয়া হয়েছে। সরকারি অর্থের যথাযথ ব্যবহার নিশ্চিত করতে সংশ্লিষ্ট দপ্তরগুলোকে কঠোর নজরদারির আওতায় আনা হয়েছে বলে কর্মকর্তারা জানান। বাজেট বাস্তবায়নের অগ্রগতি নিয়মিত পর্যালোচনা করা হবে। কতগুলো এমন পাগড়ি স্বাস্থ্য বিধি মেনে কাজ করা সম্ভব হয়নি বলে জানান সংশ্লিষ্টরা। প্রকল্পের আওতায় নির্মাণাধীন অবকাঠামোর কাজ ধীরগতিতে চলছে। মাঠ পর্যায়ে তদারকি কার্যক্রম জোরদারের নির্দেশনা দেওয়া হয়েছে। সরকারি অর্থের যথাযথ ব্যবহার নিশ্চিত করতে সংশ্লিষ্ট দপ্তরগুলোকে কঠোর নজরদারির আওতায় আনা হয়েছে বলে কর্মকর্তারা জানান। বাজেট বাস্তবায়নের অগ্রগতি নিয়মিত পর্যালোচনা করা হবে।	[24, 1466, 399, 1932]
story-body: আব্দুল জলিল জানান, রাতে খবর পেয়ে তারা হাসপাতালে ছুটে যান। পরে চিকিৎসকরা তাকে মৃত ঘোষণা করেন।	[951, 1419, 1140, 1468]
story-body: কুমার সাহার ছেলে জয়দেব সাহা (১৬)। আহতরা হলেন-নিহত জয়দেবের মা চন্দ্র রাণী সাহা (৬২), বড়ভাই সোনারূপ কুমার সাহা (৩৮) ও শিবগঞ্জ কানসাটের মনিরুল ইসলামের ছেলে নূর আমিন (২৩)। এদের মধ্যে চন্দ্র রাণী সাহা ও নূর আমিনকে উন্নত চিকিৎসার জন্য রাজশাহী মেডিকেল কলেজ হাসপাতালে পাঠানো হয়েছে। জেলা হাসপাতালের জরুরি বিভাগে কর্তব্যরত চিকিৎসক সেলিম রেজা বলেন, নিহত দুজনকে আহত অবস্থায় হাসপাতালে আনা হয়। কিন্তু চিকিৎসা শুরুর আগেই তাদের মৃত্যু হয়। কুমার সাহার ছেলে জয়দেব সাহা (১৬)। আহতরা হলেন-নিহত জয়দেবের মা চন্দ্র রাণী সাহা (৬২), বড়ভাই সোনারূপ কুমার সাহা (৩৮) ও শিবগঞ্জ কানসাটের মনিরুল ইসলামের ছেলে নূর আমিন (২৩)। এদের মধ্যে চন্দ্র রাণী সাহা ও নূর আমিনকে উন্নত চিকিৎসার জন্য রাজশাহী মেডিকেল কলেজ হাসপাতালে পাঠানো হয়েছে। জেলা হাসপাতালের জরুরি বিভাগে কর্তব্যরত চিকিৎসক সেলিম রেজা বলেন, নিহত দুজনকে আহত অবস্থায় হাসপাতালে আনা হয়। কিন্তু চিকিৎসা শুরুর আগেই তাদের মৃত্যু হয়। কুমার সাহার ছেলে জয়দেব সাহা (১৬)। আহতরা হলেন-নিহত জয়দেবের মা চন্দ্র রাণী সাহা (৬২), বড়ভাই সোনারূপ কুমার সাহা (৩৮) ও শিবগঞ্জ কানসাটের মনিরুল ইসলামের ছেলে নূর আমিন (২৩)। এদের মধ্যে চন্দ্র রাণী সাহা ও নূর আমিনকে উন্নত চিকিৎসার জন্য রাজশাহী মেডিকেল কলেজ হাসপাতালে পাঠানো হয়েছে। জেলা হাসপাতালের জরুরি বিভাগে কর্তব্যরত চিকিৎসক সেলিম রেজা বলেন, নিহত দুজনকে আহত অবস্থায় হাসপাতালে আনা হয়। কিন্তু চিকিৎসা শুরুর আগেই তাদের মৃত্যু হয়।	[24, 200, 399, 563]
story-body: জেলার করোনা বিশেষায়িত টিএমএসএস হাসপাতালে চিকিৎসাধীন ছিলেন ৫৪ জন। এ সময় শজিমেক হাসপাতালে ১৩ জন, মোহাম্মদ আলী হাসপাতালে ১৪ জন এবং টিএমএসএস হাসপাতালে ২৬ জন চিকিৎসাধীন রয়েছেন। রংপুর প্রতিনিধি জানান, রংপুর বিভাগে করোনায় আক্রান্ত হয়ে একজনের মৃত্যু হয়েছে। একই সময়ে নতুন করে ৩১৬ জন করোনা শনাক্ত হয়েছেন। বিভাগে শনাক্তের হার বেড়ে দাঁড়িয়েছে। জেলার করোনা বিশেষায়িত টিএমএসএস হাসপাতালে চিকিৎসাধীন ছিলেন ৫৪ জন। এ সময় শজিমেক হাসপাতালে ১৩ জন, মোহাম্মদ আলী হাসপাতালে ১৪ জন এবং টিএমএসএস হাসপাতালে ২৬ জন চিকিৎসাধীন রয়েছেন। রংপুর প্রতিনিধি জানান, রংপুর বিভাগে করোনায় আক্রান্ত হয়ে একজনের মৃত্যু হয়েছে। একই সময়ে নতুন করে ৩১৬ জন করোনা শনাক্ত হয়েছেন। বিভাগে শনাক্তের হার বেড়ে দাঁড়িয়েছে। জেলার করোনা বিশেষায়িত টিএমএসএস হাসপাতালে চিকিৎসাধীন ছিলেন ৫৪ জন। এ সময় শজিমেক হাসপাতালে ১৩ জন, মোহাম্মদ আলী হাসপাতালে ১৪ জন এবং টিএমএসএস হাসপাতালে ২৬ জন চিকিৎসাধীন রয়েছেন। রংপুর প্রতিনিধি জানান, রংপুর বিভাগে করোনায় আক্রান্ত হয়ে একজনের মৃত্যু হয়েছে। একই সময়ে নতুন করে ৩১৬ জন করোনা শনাক্ত হয়েছেন। বিভাগে শনাক্তের হার বেড়ে দাঁড়িয়েছে। জেলার করোনা বিশেষায়িত টিএমএসএস হাসপাতালে চিকিৎসাধীন ছিলেন ৫৪ জন। এ সময় শজিমেক হাসপাতালে ১৩ জন, মোহাম্মদ আলী হাসপাতালে ১৪ জন এবং টিএমএসএস হাসপাতালে ২৬ জন চিকিৎসাধীন রয়েছেন। রংপুর প্রতিনিধি জানান, রংপুর বিভাগে করোনায় আক্রান্ত হয়ে একজনের মৃত্যু হয়েছে। একই সময়ে নতুন করে ৩১৬ জন করোনা শনাক্ত হয়েছেন। বিভাগে শনাক্তের হার বেড়ে দাঁড়িয়েছে।	[24, 1040, 399, 1457]
story-headline: গফরগাঁওয়ে সাজাপ্রাপ্ত ও মাদকসহ ৫ আসামি গ্রেফতার	[952, 570, 1138, 608]
column-2	[414, 153, 598, 1977]
masthead	[24, 107, 1489, 147]
story-headline: পল্লবীর ওসিসহ ১৭ পুলিশের	[687, 1138, 861, 1156]
news-story: উল্লাপাড়ায় দুই গৃহবধূর (শেষ পাতার পর) অভিযোগ রয়েছে। খবর পেয়ে পুলিশ ঘটনাস্থলে গিয়ে মরদেহ উদ্ধার করে ময়নাতদন্তের জন্য হাসপাতালের মর্গে পাঠায়। এ ঘটনায় থানায় অপমৃত্যুর মামলা হয়েছে।	[1153, 1506, 1488, 1610]
story-body: বিজয়ী হবেন, শেখ হাসিনা সরকার তার প্রতিষ্ঠাকালে সুষ্ঠু নির্বাচনে বিশ্বাস করে। তিনি বলেন, নির্বাচন কমিশন গঠনে আইন প্রণয়নের উদ্যোগ সরকারের আন্তরিকতার প্রমাণ। বিরোধী দলগুলোকে গঠনমূলক রাজনীতিতে ফিরে আসার আহ্বান জানান তিনি। বিজয়ী হবেন, শেখ হাসিনা সরকার তার প্রতিষ্ঠাকালে সুষ্ঠু নির্বাচনে বিশ্বাস করে। তিনি বলেন, নির্বাচন কমিশন গঠনে আইন প্রণয়নের উদ্যোগ সরকারের আন্তরিকতার প্রমাণ। বিরোধী দলগুলোকে গঠনমূলক রাজনীতিতে ফিরে আসার আহ্বান জানান তিনি।	[1153, 1358, 1488, 1495]
story-body: ময়মনসিংহের গফরগাঁও থানা পুলিশের বিশেষ অভিযানে সাজাপ্রাপ্ত ও মাদকসহ ৫ আসামিকে গ্রেফতার করা হয়েছে। শনিবার রাতে উপজেলার বিভিন্ন এলাকা থেকে তাদের গ্রেফতার করা হয়। ময়মনসিংহের গফরগাঁও থানা পুলিশের বিশেষ অভিযানে সাজাপ্রাপ্ত ও মাদকসহ ৫ আসামিকে গ্রেফতার করা হয়েছে। শনিবার রাতে উপজেলার বিভিন্ন এলাকা থেকে তাদের গ্রেফতার করা হয়।	[951, 630, 1140, 802]
story-headline: বগুড়ার কালিতলা হাটের ব্যবসায়ী আব্দুল লতিফের ইন্তেকাল, শোক	[414, 792, 598, 889]
story-headline: সেই ২ জাপানি শিশু ৬ ফেব্রুয়ারি পর্যন্ত থাকবে মায়ের কাছে	[414, 372, 598, 446]
story-headline: রাজারহাটে ধর্মীয় সভায়	[974, 815, 1117, 833]
story-headline: ষড়যন্ত্র মোকাবিলায়	[986, 1481, 1104, 1500]
story-headline: সান্তাহারে সড়ক দুর্ঘটনায় আহত আওয়ামী লীগ নেতার মৃত্যু	[1049, 153, 1140, 220]
news-story: বগুড়ার কালিতলা হাটের ব্যবসায়ী আব্দুল লতিফের ইন্তেকাল, শোক নিজস্ব প্রতিবেদক : বগুড়া শহরের কালিতলা হাটের ব্যবসায়ী আব্দুল লতিফ ইন্তেকাল করেছেন (ইন্নালিল্লাহি...রাজিউন)। মৃত্যুকালে তার বয়স হয়েছিল ৭০ বছর। তিনি স্ত্রী, তিন ছেলে, দুই মেয়েসহ অসংখ্য আত্মীয়-স্বজন ও গুণগ্রাহী রেখে গেছেন। তার মৃত্যুতে বিভিন্ন সংগঠনের নেতৃবৃন্দ গভীর শোক প্রকাশ ও শোকসন্তপ্ত পরিবারের প্রতি সমবেদনা জানিয়েছেন।	[414, 792, 598, 1086]
story-body: সাতক্ষীরা সদর আসনের সংসদ সদস্য বীর মুক্তিযোদ্ধা মীর মোস্তাক আহমেদ রবির পক্ষ থেকে অস্বচ্ছল ভূমিহীন ও ছিন্নমূল মানুষের মাঝে শীতবস্ত্র বিতরণ করা হয়েছে। রোববার শহরের বিভিন্ন এলাকায় এসব কম্বল বিতরণ করা হয়। এ সময় উপস্থিত ছিলেন স্থানীয় আওয়ামী লীগের নেতৃবৃন্দ। সাতক্ষীরা সদর আসনের সংসদ সদস্য বীর মুক্তিযোদ্ধা মীর মোস্তাক আহমেদ রবির পক্ষ থেকে অস্বচ্ছল ভূমিহীন ও ছিন্নমূল মানুষের মাঝে শীতবস্ত্র বিতরণ করা হয়েছে। রোববার শহরের বিভিন্ন এলাকায় এসব কম্বল বিতরণ করা হয়। এ সময় উপস্থিত ছিলেন স্থানীয় আওয়ামী লীগের নেতৃবৃন্দ।	[414, 1692, 598, 1967]
story-headline: সার্চ কমিটি হবে আওয়ামী	[1243, 1306, 1398, 1325]
column-divider	[605, 153, 606, 2403]
story-headline: বহিষ্কারের প্রতিবাদে শ্রীপুরে বিএনপি নেতার সংবাদ সম্মেলন	[1161, 448, 1480, 509]
obituary-block	[951, 153, 1140, 294]
story-body: দেশে বর্তমানে ১৯ হাজার ১৯৯টি কওমি মাদ্রাসা রয়েছে বলে জানিয়েছেন শিক্ষামন্ত্রী ডা. দীপু মনি। জাতীয় সংসদের প্রশ্নোত্তর পর্বে সরকারদলীয় সংসদ সদস্যের এক প্রশ্নের লিখিত উত্তরে মন্ত্রী এ তথ্য জানান। তিনি বলেন, কওমি মাদ্রাসার শিক্ষার্থীদের মূলধারার সঙ্গে সম্পৃক্ত করতে সরকার নানামুখী উদ্যোগ গ্রহণ করেছে। মাদ্রাসা শিক্ষার আধুনিকায়নে কারিগরি শিক্ষা সম্প্রসারণ করা হচ্ছে। দেশে বর্তমানে ১৯ হাজার ১৯৯টি কওমি মাদ্রাসা রয়েছে বলে জানিয়েছেন শিক্ষামন্ত্রী ডা. দীপু মনি। জাতীয় সংসদের প্রশ্নোত্তর পর্বে সরকারদলীয় সংসদ সদস্যের এক প্রশ্নের লিখিত উত্তরে মন্ত্রী এ তথ্য জানান। তিনি বলেন, কওমি মাদ্রাসার শিক্ষার্থীদের মূলধারার সঙ্গে সম্পৃক্ত করতে সরকার নানামুখী উদ্যোগ গ্রহণ করেছে। মাদ্রাসা শিক্ষার আধুনিকায়নে কারিগরি শিক্ষা সম্প্রসারণ করা হচ্ছে। দেশে বর্তমানে ১৯ হাজার ১৯৯টি কওমি মাদ্রাসা রয়েছে বলে জানিয়েছেন শিক্ষামন্ত্রী ডা. দীপু মনি। জাতীয় সংসদের প্রশ্নোত্তর পর্বে সরকারদলীয় সংসদ সদস্যের এক প্রশ্নের লিখিত উত্তরে মন্ত্রী এ তথ্য জানান। তিনি বলেন, কওমি মাদ্রাসার শিক্ষার্থীদের মূলধারার সঙ্গে সম্পৃক্ত করতে সরকার নানামুখী উদ্যোগ গ্রহণ করেছে। মাদ্রাসা শিক্ষার আধুনিকায়নে কারিগরি শিক্ষা সম্প্রসারণ করা হচ্ছে।	[612, 252, 937, 563]
news-story: রংপুরে ৪ জনসহ সড়কে (শেষ পাতার পর) কুমার সাহার ছেলে জয়দেব সাহা (১৬)। আহতরা হলেন-নিহত জয়দেবের মা চন্দ্র রাণী সাহা (৬২), বড়ভাই সোনারূপ কুমার সাহা (৩৮) ও শিবগঞ্জ কানসাটের মনিরুল ইসলামের ছেলে নূর আমিন (২৩)। এদের মধ্যে চন্দ্র রাণী সাহা ও নূর আমিনকে উন্নত চিকিৎসার জন্য রাজশাহী মেডিকেল কলেজ হাসপাতালে পাঠানো হয়েছে। জেলা হাসপাতালের জরুরি বিভাগে কর্তব্যরত চিকিৎসক সেলিম রেজা বলেন, নিহত দুজনকে আহত অবস্থায় হাসপাতালে আনা হয়। কিন্তু চিকিৎসা শুরুর আগেই তাদের মৃত্যু হয়। কুমার সাহার ছেলে জয়দেব সাহা (১৬)। আহতরা হলেন-নিহত জয়দেবের মা চন্দ্র রাণী সাহা (৬২), বড়ভাই সোনারূপ কুমার সাহা (৩৮) ও শিবগঞ্জ কানসাটের মনিরুল ইসলামের ছেলে নূর আমিন (২৩)। এদের মধ্যে চন্দ্র রাণী সাহা ও নূর আমিনকে উন্নত চিকিৎসার জন্য রাজশাহী মেডিকেল কলেজ হাসপাতালে পাঠানো হয়েছে। জেলা হাসপাতালের জরুরি বিভাগে কর্তব্যরত চিকিৎসক সেলিম রেজা বলেন, নিহত দুজনকে আহত অবস্থায় হাসপাতালে আনা হয়। কিন্তু চিকিৎসা শুরুর আগেই তাদের মৃত্যু হয়। কুমার সাহার ছেলে জয়দেব সাহা (১৬)। আহতরা হলেন-নিহত জয়দেবের মা চন্দ্র রাণী সাহা (৬২), বড়ভাই সোনারূপ কুমার সাহা (৩৮) ও শিবগঞ্জ কানসাটের মনিরুল ইসলামের ছেলে নূর আমিন (২৩)। এদের মধ্যে চন্দ্র রাণী সাহা ও নূর আমিনকে উন্নত চিকিৎসার জন্য রাজশাহী মেডিকেল কলেজ হাসপাতালে পাঠানো হয়েছে। জেলা হাসপাতালের জরুরি বিভাগে কর্তব্যরত চিকিৎসক সেলিম রেজা বলেন, নিহত দুজনকে আহত অবস্থায় হাসপাতালে আনা হয়। কিন্তু চিকিৎসা শুরুর আগেই তাদের মৃত্যু হয়।	[24, 153, 399, 565]
story-body: বিশেষজ্ঞরা বলছেন, ওমিক্রনের সংক্রমণ দ্রুত ছড়ালেও মৃত্যুহার তুলনামূলক কম। তবে টিকা না নেওয়া ব্যক্তিদের ঝুঁকি বেশি। তারা সবাইকে মাস্ক পরা ও স্বাস্থ্যবিধি মেনে চলার আহ্বান জানিয়েছেন। বিশেষজ্ঞরা বলছেন, ওমিক্রনের সংক্রমণ দ্রুত ছড়ালেও মৃত্যুহার তুলনামূলক কম। তবে টিকা না নেওয়া ব্যক্তিদের ঝুঁকি বেশি। তারা সবাইকে মাস্ক পরা ও স্বাস্থ্যবিধি মেনে চলার আহ্বান জানিয়েছেন।	[612, 1515, 937, 1618]
column-1	[24, 153, 399, 1940]
story-body: পটুয়াখালীর পায়রা নদীর উপর ৬৮০ কোটি টাকা ব্যয়ে সেতু নির্মাণে ঠিকাদার নিয়োগের প্রস্তাব অনুমোদন দিয়েছে সরকারি ক্রয় সংক্রান্ত মন্ত্রিসভা কমিটি। অর্থমন্ত্রী আ হ ম মুস্তফা কামালের সভাপতিত্বে ভার্চুয়ালি অনুষ্ঠিত সভায় এ অনুমোদন দেওয়া হয়। পটুয়াখালীর পায়রা নদীর উপর ৬৮০ কোটি টাকা ব্যয়ে সেতু নির্মাণে ঠিকাদার নিয়োগের প্রস্তাব অনুমোদন দিয়েছে সরকারি ক্রয় সংক্রান্ত মন্ত্রিসভা কমিটি। অর্থমন্ত্রী আ হ ম মুস্তফা কামালের সভাপতিত্বে ভার্চুয়ালি অনুষ্ঠিত সভায় এ অনুমোদন দেওয়া হয়।	[1153, 819, 1488, 956]
column-divider	[944, 153, 945, 2403]
story-body: যাচ্ছেন। গতকাল রোববার এর বিস্তারিত তিনি এসব তথ্য জানান। বিকল্প সার্চ কমিটির মাধ্যমে ইসি গঠনের বিধান রেখে আইনটি প্রণয়ন করা হচ্ছে। ইতোমধ্যে বিভিন্ন রাজনৈতিক দল ও সুশীল সমাজের পক্ষ থেকে নানা মতামত দেওয়া হয়েছে। আইনমন্ত্রী বলেন, সংসদে উত্থাপনের পর সংসদীয় কমিটিতে যাচাই-বাছাই করা হবে। যাচ্ছেন। গতকাল রোববার এর বিস্তারিত তিনি এসব তথ্য জানান। বিকল্প সার্চ কমিটির মাধ্যমে ইসি গঠনের বিধান রেখে আইনটি প্রণয়ন করা হচ্ছে। ইতোমধ্যে বিভিন্ন রাজনৈতিক দল ও সুশীল সমাজের পক্ষ থেকে নানা মতামত দেওয়া হয়েছে। আইনমন্ত্রী বলেন, সংসদে উত্থাপনের পর সংসদীয় কমিটিতে যাচাই-বাছাই করা হবে। যাচ্ছেন। গতকাল রোববার এর বিস্তারিত তিনি এসব তথ্য জানান। বিকল্প সার্চ কমিটির মাধ্যমে ইসি গঠনের বিধান রেখে আইনটি প্রণয়ন করা হচ্ছে। ইতোমধ্যে বিভিন্ন রাজনৈতিক দল ও সুশীল সমাজের পক্ষ থেকে নানা মতামত দেওয়া হয়েছে। আইনমন্ত্রী বলেন, সংসদে উত্থাপনের পর সংসদীয় কমিটিতে যাচাই-বাছাই করা হবে।	[612, 629, 937, 889]
story-body: খানার মুসল্লী আবাসিক এলাকা থেকে তাকে গ্রেফতার করা হয়েছে বলে জানা গেছে। তিনি ২০০৪ সালে সংঘটিত একটি হত্যা মামলার আসামি। প্রায় দেড়যুগ ধরে পলাতক থাকার পর গোয়েন্দা তথ্যের ভিত্তিতে তাকে আটক করা হয়। র‌্যাব জানায়, তার বিরুদ্ধে আরও কয়েকটি মামলা রয়েছে। গ্রেফতারের পর তাকে সংশ্লিষ্ট থানায় হস্তান্তর করা হয়েছে। খানার মুসল্লী আবাসিক এলাকা থেকে তাকে গ্রেফতার করা হয়েছে বলে জানা গেছে। তিনি ২০০৪ সালে সংঘটিত একটি হত্যা মামলার আসামি। প্রায় দেড়যুগ ধরে পলাতক থাকার পর গোয়েন্দা তথ্যের ভিত্তিতে তাকে আটক করা হয়। র‌্যাব জানায়, তার বিরুদ্ধে আরও কয়েকটি মামলা রয়েছে। গ্রেফতারের পর তাকে সংশ্লিষ্ট থানায় হস্তান্তর করা হয়েছে।	[612, 1683, 937, 1888]
news-story: পল্লবীর ওসিসহ ১৭ পুলিশের (শেষ পাতার পর) বারীর পুত্র জামিল হোসেন নামে এক ব্যক্তি আদালতে মামলা দায়ের করেন। আদালত বিচারক অভিযোগটি আমলে নিয়ে পুলিশ ব্যুরো অব ইনভেস্টিগেশনকে (পিবিআই) তদন্ত করে প্রতিবেদন দাখিলের নির্দেশ দেন। মামলার অভিযোগে বলা হয়, বাদীকে অন্যায়ভাবে আটক করে নির্যাতন করা হয়েছে। বারীর পুত্র জামিল হোসেন নামে এক ব্যক্তি আদালতে মামলা দায়ের করেন। আদালত বিচারক অভিযোগটি আমলে নিয়ে পুলিশ ব্যুরো অব ইনভেস্টিগেশনকে (পিবিআই) তদন্ত করে প্রতিবেদন দাখিলের নির্দেশ দেন। মামলার অভিযোগে বলা হয়, বাদীকে অন্যায়ভাবে আটক করে নির্যাতন করা হয়েছে। বারীর পুত্র জামিল হোসেন নামে এক ব্যক্তি আদালতে মামলা দায়ের করেন। আদালত বিচারক অভিযোগটি আমলে নিয়ে পুলিশ ব্যুরো অব ইনভেস্টিগেশনকে (পিবিআই) তদন্ত করে প্রতিবেদন দাখিলের নির্দেশ দেন। মামলার অভিযোগে বলা হয়, বাদীকে অন্যায়ভাবে আটক করে নির্যাতন করা হয়েছে।	[612, 1135, 937, 1451]
news-story: ৮ বিভাগেই বৃষ্টির (শেষ পাতার পর) হয়েছে শ্রীমঙ্গল ও সীতাকুণ্ডে। আবহাওয়াবিদরা জানান, মঙ্গলবার থেকে বৃষ্টির প্রবণতা কমে আসতে পারে। তবে এর পর তাপমাত্রা কমে গিয়ে দেশের বিভিন্ন এলাকায় আবারও শৈত্যপ্রবাহ শুরু হতে পারে। অধিদপ্তরের পূর্বাভাসে বলা হয়েছে, ঢাকা, খুলনা, বরিশাল, চট্টগ্রাম ও সিলেট বিভাগের দুই-এক জায়গায় হালকা বৃষ্টি হতে পারে। হয়েছে শ্রীমঙ্গল ও সীতাকুণ্ডে। আবহাওয়াবিদরা জানান, মঙ্গলবার থেকে বৃষ্টির প্রবণতা কমে আসতে পারে। তবে এর পর তাপমাত্রা কমে গিয়ে দেশের বিভিন্ন এলাকায় আবারও শৈত্যপ্রবাহ শুরু হতে পারে। অধিদপ্তরের পূর্বাভাসে বলা হয়েছে, ঢাকা, খুলনা, বরিশাল, চট্টগ্রাম ও সিলেট বিভাগের দুই-এক জায়গায় হালকা বৃষ্টি হতে পারে।	[612, 898, 937, 1126]
news-story: সার্চ কমিটি হবে আওয়ামী (শেষ পাতার পর) বিজয়ী হবেন, শেখ হাসিনা সরকার তার প্রতিষ্ঠাকালে সুষ্ঠু নির্বাচনে বিশ্বাস করে। তিনি বলেন, নির্বাচন কমিশন গঠনে আইন প্রণয়নের উদ্যোগ সরকারের আন্তরিকতার প্রমাণ। বিরোধী দলগুলোকে গঠনমূলক রাজনীতিতে ফিরে আসার আহ্বান জানান তিনি। বিজয়ী হবেন, শেখ হাসিনা সরকার তার প্রতিষ্ঠাকালে সুষ্ঠু নির্বাচনে বিশ্বাস করে। তিনি বলেন, নির্বাচন কমিশন গঠনে আইন প্রণয়নের উদ্যোগ সরকারের আন্তরিকতার প্রমাণ। বিরোধী দলগুলোকে গঠনমূলক রাজনীতিতে ফিরে আসার আহ্বান জানান তিনি।	[1153, 1304, 1488, 1497]
news-story: ষড়যন্ত্র মোকাবিলায় (শেষ পাতার পর) বলেন, দলের নেতাকর্মীদের ঐক্যবদ্ধ থেকে সব ষড়যন্ত্র মোকাবিলা করতে হবে।	[951, 1478, 1140, 1582]
news-story: পুরুষ বিউটি পার্লারকে (শেষ পাতার পর) সামাজিক শৃঙ্খলা বজায় রাখতে প্রশাসন নিয়মিত অভিযান পরিচালনা করছে বলে জানা গেছে।	[951, 1250, 1140, 1355]
story-headline: বাবার লাশ দেখে	[994, 1367, 1095, 1385]
story-body: আলোচিত ই-কমার্স প্রতিষ্ঠান কিউকমে অর্ডার করে যে সব গ্রাহক পণ্য পাননি, আজ থেকে তাদের টাকা ফেরত দেওয়া শুরু হবে। বাণিজ্য মন্ত্রণালয় এ তথ্য জানিয়েছে। প্রথম ধাপে পেমেন্ট গেটওয়েতে আটকে থাকা অর্থ গ্রাহকদের ফেরত দেওয়া হবে। আটকে থাকা অর্থের পরিমাণ প্রায় ৩৯৭ কোটি টাকা বলে জানা গেছে। গ্রাহকরা নির্ধারিত প্রক্রিয়ায় তাদের টাকা ফেরত পাবেন। আলোচিত ই-কমার্স প্রতিষ্ঠান কিউকমে অর্ডার করে যে সব গ্রাহক পণ্য পাননি, আজ থেকে তাদের টাকা ফেরত দেওয়া শুরু হবে। বাণিজ্য মন্ত্রণালয় এ তথ্য জানিয়েছে। প্রথম ধাপে পেমেন্ট গেটওয়েতে আটকে থাকা অর্থ গ্রাহকদের ফেরত দেওয়া হবে। আটকে থাকা অর্থের পরিমাণ প্রায় ৩৯৭ কোটি টাকা বলে জানা গেছে। গ্রাহকরা নির্ধারিত প্রক্রিয়ায় তাদের টাকা ফেরত পাবেন।	[1153, 234, 1488, 440]
story-headline: শাহজালালে ২০ কোটি টাকার হেরোইনসহ বিদেশী নাগরিক আটক	[1176, 965, 1465, 1051]
portrait-photo	[951, 153, 1044, 294]
news-story: গোপন মহামারী এএমআর (শেষ পাতার পর) কৃষিকাজে অ্যান্টিবায়োটিকের ব্যবহার-ইত্যাদি নানা কারণে। বাংলাদেশে প্রচলিত অ্যান্টিবায়োটিকের কার্যকারিতা কার্যক্ষমতা কমে যাচ্ছে বলে জানান বিশেষজ্ঞরা। বাংলাদেশে কোভিড-১৯ রোগীদের জন্য দেওয়া চিকিৎসা নির্দেশিকায় বলা হয়েছে, অ্যান্টিবায়োটিক ব্যবহারে সচেতন থাকতে হবে। দেশে প্রচলিত অ্যান্টিবায়োটিকের অপব্যবহার বন্ধে সরকারের নানা উদ্যোগ নেওয়ার কথা জানান কর্মকর্তারা। বিশেষজ্ঞরা বলছেন, সঠিক মাত্রায় ও নির্দিষ্ট সময় ধরে ওষুধ সেবন না করলে জীবাণুগুলো ওষুধ প্রতিরোধী হয়ে ওঠে। কৃষিকাজে অ্যান্টিবায়োটিকের ব্যবহার-ইত্যাদি নানা কারণে। বাংলাদেশে প্রচলিত অ্যান্টিবায়োটিকের কার্যকারিতা কার্যক্ষমতা কমে যাচ্ছে বলে জানান বিশেষজ্ঞরা। বাংলাদেশে কোভিড-১৯ রোগীদের জন্য দেওয়া চিকিৎসা নির্দেশিকায় বলা হয়েছে, অ্যান্টিবায়োটিক ব্যবহারে সচেতন থাকতে হবে। দেশে প্রচলিত অ্যান্টিবায়োটিকের অপব্যবহার বন্ধে সরকারের নানা উদ্যোগ নেওয়ার কথা জানান কর্মকর্তারা। বিশেষজ্ঞরা বলছেন, সঠিক মাত্রায় ও নির্দিষ্ট সময় ধরে ওষুধ সেবন না করলে জীবাণুগুলো ওষুধ প্রতিরোধী হয়ে ওঠে। কৃষিকাজে অ্যান্টিবায়োটিকের ব্যবহার-ইত্যাদি নানা কারণে। বাংলাদেশে প্রচলিত অ্যান্টিবায়োটিকের কার্যকারিতা কার্যক্ষমতা কমে যাচ্ছে বলে জানান বিশেষজ্ঞরা। বাংলাদেশে কোভিড-১৯ রোগীদের জন্য দেওয়া চিকিৎসা নির্দেশিকায় বলা হয়েছে, অ্যান্টিবায়োটিক ব্যবহারে সচেতন থাকতে হবে। দেশে প্রচলিত অ্যান্টিবায়োটিকের অপব্যবহার বন্ধে সরকারের নানা উদ্যোগ নেওয়ার কথা জানান কর্মকর্তারা। বিশেষজ্ঞরা বলছেন, সঠিক মাত্রায় ও নির্দিষ্ট সময় ধরে ওষুধ সেবন না করলে জীবাণুগুলো ওষুধ প্রতিরোধী হয়ে ওঠে।	[24, 573, 399, 985]
news-story: রাজারহাটে ধর্মীয় সভায় (শেষ পাতার পর) পারা সহ বিভিন্ন পেশাজীবী মানুষ উপস্থিত ছিলেন। আলোচনা সভা শেষে দেশ ও জাতির মঙ্গল কামনায় বিশেষ দোয়া ও মোনাজাত করা হয়। পারা সহ বিভিন্ন পেশাজীবী মানুষ উপস্থিত ছিলেন। আলোচনা সভা শেষে দেশ ও জাতির মঙ্গল কামনায় বিশেষ দোয়া ও মোনাজাত করা হয়।	[951, 811, 1140, 1005]
story-headline: দেড়যুগ পর শিবিরের	[712, 1631, 836, 1650]
story-headline: ‘নির্বাচন কমিশন গঠন আইন’	[687, 577, 862, 595]
story-headline: কিউকম গ্রাহকের টাকা ফেরত আজ থেকে	[1172, 153, 1469, 212]
story-body: মামার বৌভাতের অনুষ্ঠানে এসে সড়ক দুর্ঘটনায় প্রাণ হারিয়েছে এক শিশু। রোববার দুপুরে এ দুর্ঘটনা ঘটে। নিহত শিশু চতুর্থ শ্রেণির শিক্ষার্থী ছিল। স্থানীয়রা জানান, রাস্তা পার হওয়ার সময় দ্রুতগামী একটি যানবাহন তাকে চাপা দেয়। ঘটনাস্থলেই তার মৃত্যু হয়।	[1153, 1228, 1488, 1293]
story-headline: চকরিয়ায় সালিশি বৈঠকে এসে নিহত ১, আহত ৪	[414, 1094, 598, 1169]
story-headline: উল্লাপাড়ায় দুই গৃহবধূর	[1251, 1508, 1389, 1527]
